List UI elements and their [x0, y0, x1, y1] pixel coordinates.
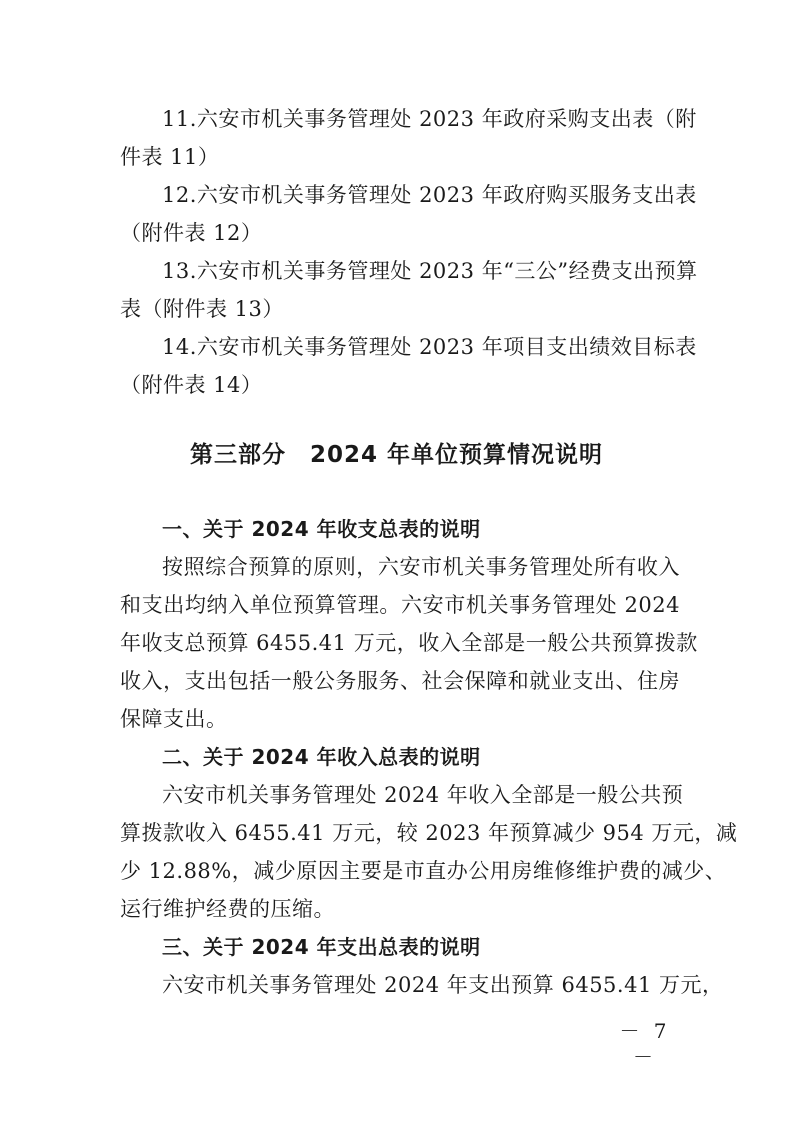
section2-line: 少 12.88%，减少原因主要是市直办公用房维修维护费的减少、	[120, 859, 727, 883]
toc-item-12-line2: （附件表 12）	[120, 221, 263, 245]
section1-line: 按照综合预算的原则，六安市机关事务管理处所有收入	[162, 555, 680, 579]
page-number: － 7 －	[619, 1019, 671, 1069]
section1-heading: 一、关于 2024 年收支总表的说明	[162, 517, 481, 541]
section3-line: 六安市机关事务管理处 2024 年支出预算 6455.41 万元，	[162, 973, 724, 997]
toc-item-14-line2: （附件表 14）	[120, 373, 263, 397]
toc-item-11-line2: 件表 11）	[120, 145, 220, 169]
section2-line: 六安市机关事务管理处 2024 年收入全部是一般公共预	[162, 783, 684, 807]
section1-line: 年收支总预算 6455.41 万元，收入全部是一般公共预算拨款	[120, 631, 698, 655]
section2-heading: 二、关于 2024 年收入总表的说明	[162, 745, 481, 769]
section2-line: 算拨款收入 6455.41 万元，较 2023 年预算减少 954 万元，减	[120, 821, 738, 845]
section1-line: 收入，支出包括一般公务服务、社会保障和就业支出、住房	[120, 669, 680, 693]
section2-line: 运行维护经费的压缩。	[120, 897, 335, 921]
part3-title: 第三部分 2024 年单位预算情况说明	[189, 442, 604, 468]
toc-item-13-line1: 13.六安市机关事务管理处 2023 年“三公”经费支出预算	[162, 259, 698, 283]
section3-heading: 三、关于 2024 年支出总表的说明	[162, 935, 481, 959]
toc-item-11-line1: 11.六安市机关事务管理处 2023 年政府采购支出表（附	[162, 107, 697, 131]
section1-line: 和支出均纳入单位预算管理。六安市机关事务管理处 2024	[120, 593, 680, 617]
section1-line: 保障支出。	[120, 707, 228, 731]
toc-item-14-line1: 14.六安市机关事务管理处 2023 年项目支出绩效目标表	[162, 335, 697, 359]
toc-item-13-line2: 表（附件表 13）	[120, 297, 284, 321]
toc-item-12-line1: 12.六安市机关事务管理处 2023 年政府购买服务支出表	[162, 183, 697, 207]
